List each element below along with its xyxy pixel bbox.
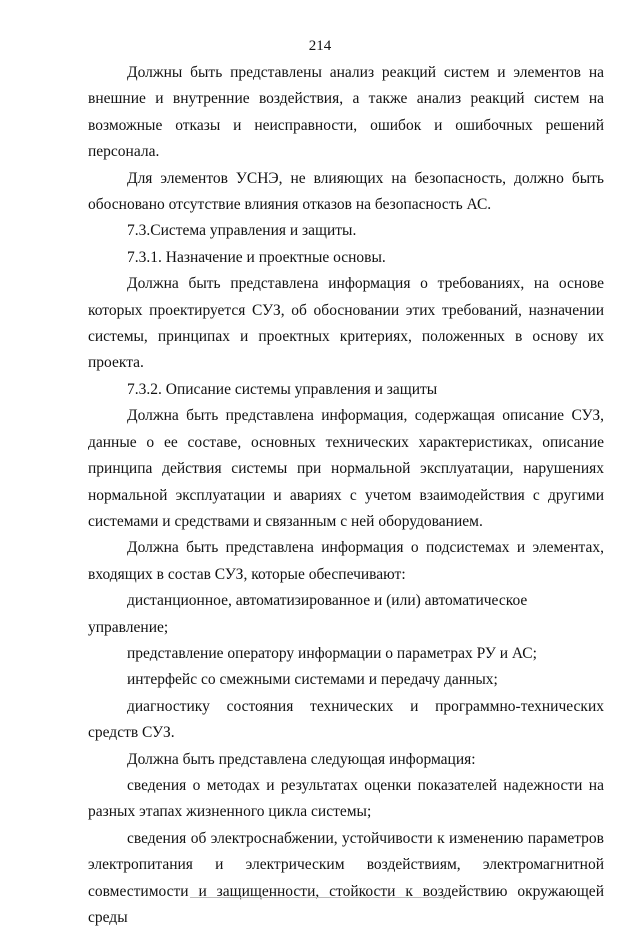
- list-item-operator-info: представление оператору информации о параметрах РУ и АС;: [127, 644, 537, 662]
- section-heading-7-3: 7.3.Система управления и защиты.: [127, 222, 357, 240]
- page-number: 214: [308, 38, 332, 54]
- paragraph-subsystems: Должна быть представлена информация о подсистемах и элементах, входящих в состав СУЗ, которые обеспечивают:: [88, 539, 604, 583]
- paragraph-following-info: Должна быть представлена следующая информация:: [127, 750, 476, 768]
- section-heading-7-3-2: 7.3.2. Описание системы управления и защиты: [127, 380, 438, 398]
- list-item-interface: интерфейс со смежными системами и передачу данных;: [127, 671, 498, 689]
- list-item-control: дистанционное, автоматизированное и (или) автоматическое управление;: [88, 592, 528, 636]
- paragraph-usne: Для элементов УСНЭ, не влияющих на безопасность, должно быть обосновано отсутствие влияния отказов на безопасность АС.: [88, 169, 604, 214]
- list-item-reliability: сведения о методах и результатах оценки показателей надежности на разных этапах жизненного цикла системы;: [88, 776, 604, 821]
- page-bottom-edge: [190, 897, 450, 898]
- section-heading-7-3-1: 7.3.1. Назначение и проектные основы.: [127, 248, 386, 266]
- paragraph-analysis: Должны быть представлены анализ реакций систем и элементов на внешние и внутренние воздействия, а также анализ реакций систем на возможные отказы и неисправности, ошибок и ошибочных решений персонала.: [88, 64, 604, 161]
- paragraph-requirements: Должна быть представлена информация о требованиях, на основе которых проектируется СУЗ, об обосновании этих требований, назначении системы, принципах и проектных критериях, положенных в основу их проекта.: [88, 275, 604, 372]
- list-item-diagnostics: диагностику состояния технических и программно-технических средств СУЗ.: [88, 697, 604, 742]
- paragraph-description: Должна быть представлена информация, содержащая описание СУЗ, данные о ее составе, основных технических характеристиках, описание принципа действия системы при нормальной эксплуатации, нарушениях нормальной эксплуатации и авариях с учетом взаимодействия с другими системами и средствами и связанным с ней оборудованием.: [88, 407, 604, 530]
- list-item-power-supply: сведения об электроснабжении, устойчивости к изменению параметров электропитания и электрическим воздействиям, электромагнитной совместимости и защищенности, стойкости к воздействию окружающей среды: [88, 829, 604, 926]
- document-body: [88, 60, 604, 931]
